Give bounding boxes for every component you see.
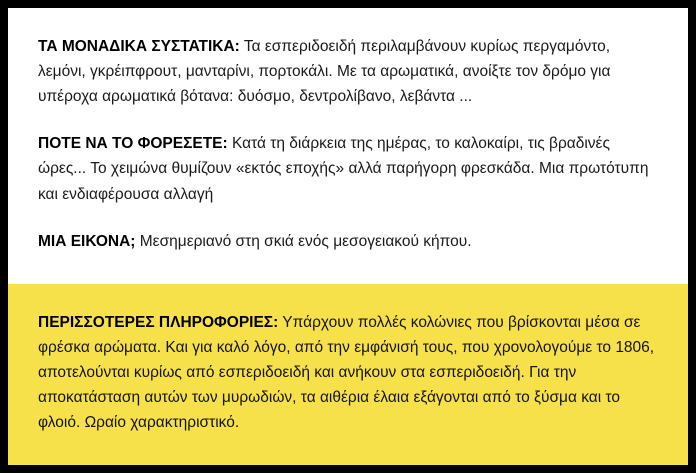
paragraph-body: Υπάρχουν πολλές κολώνιες που βρίσκονται μέσα σε φρέσκα αρώματα. Και για καλό λόγο, από την εμφάνισή τους, που χρονολογούμε το 1806, αποτελούνται κυρίως από εσπεριδοειδή και ανήκουν στα εσπεριδοειδή. Για την αποκατάσταση αυτών των μυρωδιών, τα αιθέρια έλαια εξάγονται από το ξύσμα και το φλοιό. Ωραίο χαρακτηριστικό. [38, 314, 655, 432]
paragraph-body: Τα εσπεριδοειδή περιλαμβάνουν κυρίως περγαμόντο, λεμόνι, γκρέιπφρουτ, μανταρίνι, πορτοκάλι. Με τα αρωματικά, ανοίξτε τον δρόμο για υπέροχα αρωματικά βότανα: δυόσμο, δεντρολίβανο, λεβάντα ... [38, 38, 611, 106]
ingredients-section [8, 8, 688, 284]
paragraph-lead: ΠΕΡΙΣΣΟΤΕΡΕΣ ΠΛΗΡΟΦΟΡΙΕΣ: [38, 314, 279, 331]
paragraph-lead: ΤΑ ΜΟΝΑΔΙΚΑ ΣΥΣΤΑΤΙΚΑ: [38, 38, 240, 55]
paragraph-more-information [38, 310, 658, 436]
document-sheet [8, 8, 688, 465]
paragraph-unique-ingredients [38, 34, 658, 109]
more-info-section [8, 284, 688, 465]
paragraph-an-image [38, 229, 658, 254]
paragraph-body: Κατά τη διάρκεια της ημέρας, το καλοκαίρι, τις βραδινές ώρες... Το χειμώνα θυμίζουν «εκτός εποχής» αλλά παρήγορη φρεσκάδα. Μια πρωτότυπη και ενδιαφέρουσα αλλαγή [38, 135, 649, 203]
paragraph-body: Μεσημεριανό στη σκιά ενός μεσογειακού κήπου. [135, 232, 472, 250]
paragraph-lead: ΜΙΑ ΕΙΚΟΝΑ; [38, 232, 136, 250]
paragraph-lead: ΠΟΤΕ ΝΑ ΤΟ ΦΟΡΕΣΕΤΕ: [38, 135, 228, 153]
paragraph-when-to-wear [38, 131, 658, 206]
